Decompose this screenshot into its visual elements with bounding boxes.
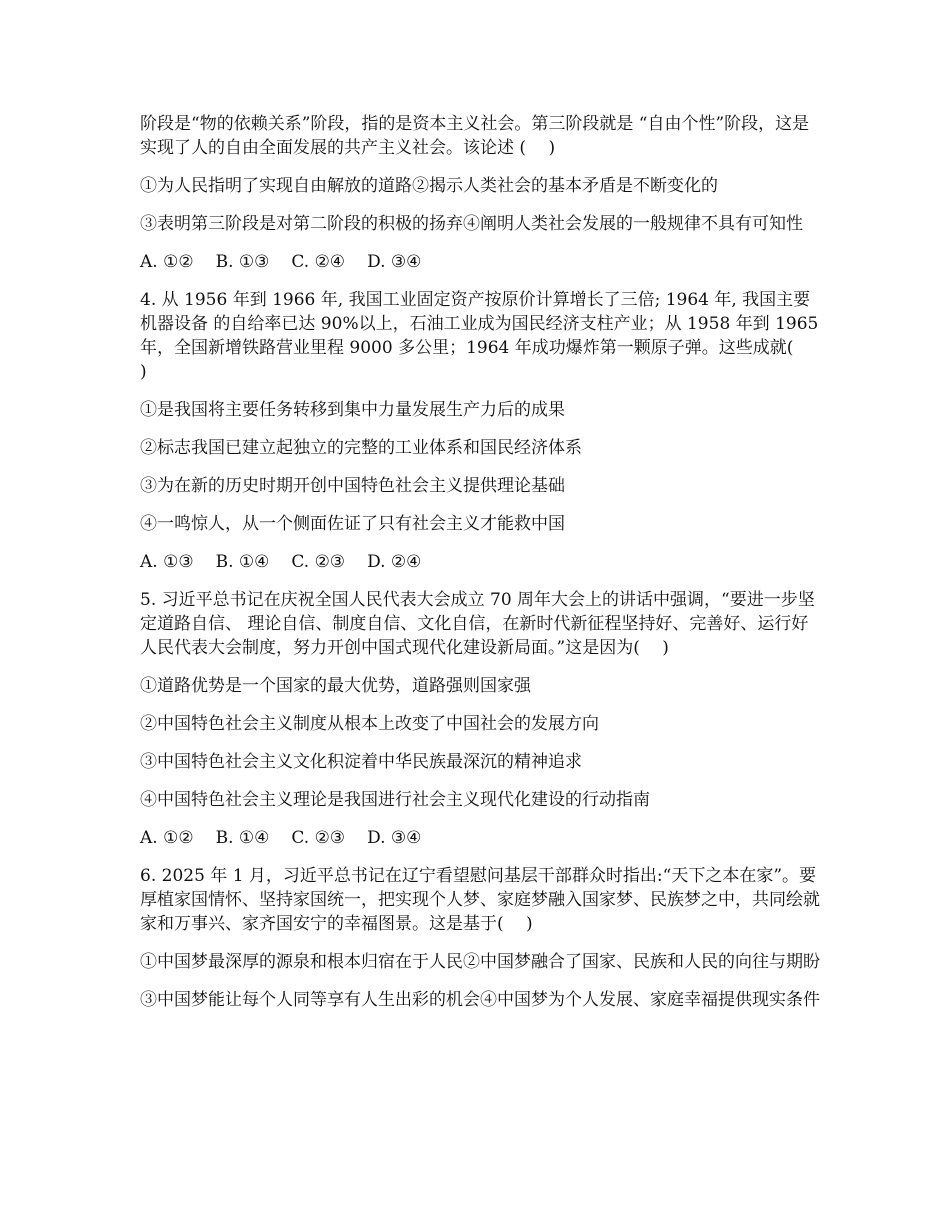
q3-item-1: ①为人民指明了实现自由解放的道路②揭示人类社会的基本矛盾是不断变化的 (140, 176, 718, 196)
q4-item-1: ①是我国将主要任务转移到集中力量发展生产力后的成果 (140, 400, 565, 420)
q4-item-3: ③为在新的历史时期开创中国特色社会主义提供理论基础 (140, 476, 565, 496)
q5-option-d: D. ③④ (367, 828, 422, 848)
q3-option-a: A. ①② (140, 252, 194, 272)
q4-option-b: B. ①④ (215, 552, 270, 572)
q6-item-2: ③中国梦能让每个人同等享有人生出彩的机会④中国梦为个人发展、家庭幸福提供现实条件 (140, 990, 820, 1010)
q3-option-c: C. ②④ (291, 252, 346, 272)
q4-option-d: D. ②④ (367, 552, 422, 572)
q6-item-1: ①中国梦最深厚的源泉和根本归宿在于人民②中国梦融合了国家、民族和人民的向往与期盼 (140, 952, 820, 972)
q5-options (140, 826, 820, 850)
q5-item-1: ①道路优势是一个国家的最大优势，道路强则国家强 (140, 676, 531, 696)
document-page (140, 112, 820, 1026)
q4-option-c: C. ②③ (291, 552, 346, 572)
q4-item-4: ④一鸣惊人，从一个侧面佐证了只有社会主义才能救中国 (140, 514, 565, 534)
q5-item-4: ④中国特色社会主义理论是我国进行社会主义现代化建设的行动指南 (140, 790, 650, 810)
q5-item-2: ②中国特色社会主义制度从根本上改变了中国社会的发展方向 (140, 714, 599, 734)
q5-item-3: ③中国特色社会主义文化积淀着中华民族最深沉的精神追求 (140, 752, 582, 772)
q3-option-b: B. ①③ (215, 252, 270, 272)
q4-stem: 4. 从 1956 年到 1966 年, 我国工业固定资产按原价计算增长了三倍; 1964 年, 我国主要机器设备 的自给率已达 90%以上，石油工业成为国民经济支柱产业；从 1958 年到 1965 年，全国新增铁路营业里程 9000 多公里；1964 年成功爆炸第一颗原子弹。这些成就( ) (140, 290, 819, 382)
q3-options (140, 250, 820, 274)
q5-option-a: A. ①② (140, 828, 194, 848)
q6-stem: 6. 2025 年 1 月，习近平总书记在辽宁看望慰问基层干部群众时指出:“天下之本在家”。要厚植家国情怀、坚持家国统一，把实现个人梦、家庭梦融入国家梦、民族梦之中，共同绘就家和万事兴、家齐国安宁的幸福图景。这是基于( ) (140, 866, 820, 934)
q4-options (140, 550, 820, 574)
q5-option-c: C. ②③ (291, 828, 346, 848)
q4-item-2: ②标志我国已建立起独立的完整的工业体系和国民经济体系 (140, 438, 582, 458)
q3-option-d: D. ③④ (367, 252, 422, 272)
q5-option-b: B. ①④ (215, 828, 270, 848)
q3-item-2: ③表明第三阶段是对第二阶段的积极的扬弃④阐明人类社会发展的一般规律不具有可知性 (140, 214, 803, 234)
q4-option-a: A. ①③ (140, 552, 194, 572)
q3-stem: 阶段是“物的依赖关系”阶段，指的是资本主义社会。第三阶段就是 “自由个性”阶段，这是实现了人的自由全面发展的共产主义社会。该论述 ( ) (140, 114, 810, 158)
q5-stem: 5. 习近平总书记在庆祝全国人民代表大会成立 70 周年大会上的讲话中强调，“要进一步坚定道路自信、 理论自信、制度自信、文化自信，在新时代新征程坚持好、完善好、运行好人民代表大会制度，努力开创中国式现代化建设新局面。”这是因为( ) (140, 590, 815, 658)
